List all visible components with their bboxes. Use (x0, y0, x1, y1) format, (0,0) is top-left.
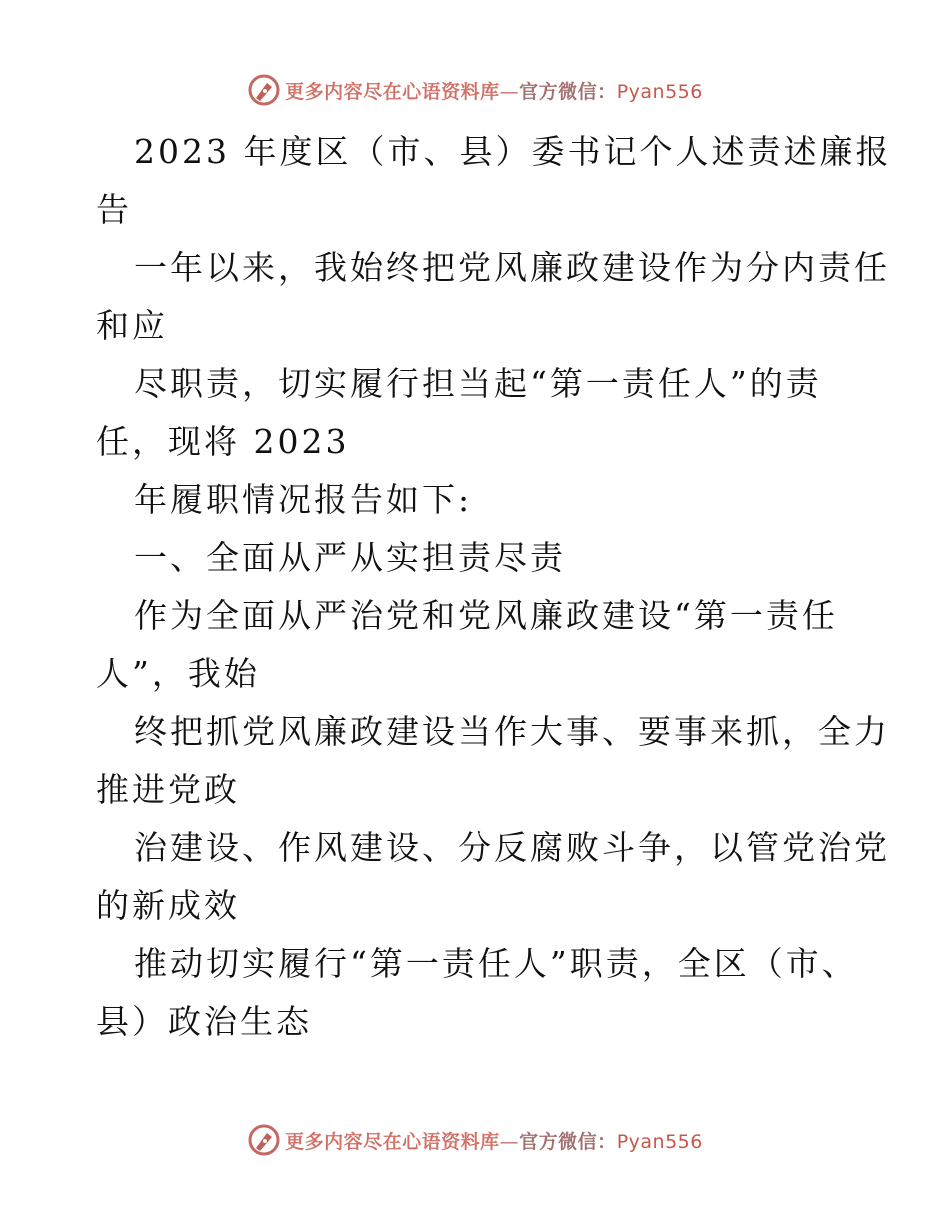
watermark-site-text: 更多内容尽在心语资料库 (285, 1130, 500, 1153)
pen-nib-circle-icon (247, 1123, 281, 1157)
header-watermark (0, 68, 950, 112)
paragraph-line: 的新成效 (96, 886, 240, 925)
document-body (96, 123, 892, 1051)
document-title-continued: 告 (96, 190, 132, 229)
paragraph-line: 尽职责，切实履行担当起“第一责任人”的责 (134, 364, 822, 403)
section-heading: 一、全面从严从实担责尽责 (134, 538, 566, 577)
watermark-wechat-id: Pyan556 (616, 1130, 703, 1153)
paragraph-line: 人”，我始 (96, 654, 260, 693)
paragraph-line: 推动切实履行“第一责任人”职责，全区（市、 (134, 944, 858, 983)
paragraph-line: 一年以来，我始终把党风廉政建设作为分内责任 (134, 248, 890, 287)
watermark-wechat-label: 官方微信： (519, 1130, 617, 1153)
paragraph-line: 终把抓党风廉政建设当作大事、要事来抓，全力 (134, 712, 890, 751)
watermark-wechat-label: 官方微信： (519, 80, 617, 103)
paragraph-line: 任，现将 2023 (96, 422, 350, 461)
pen-nib-circle-icon (247, 73, 281, 107)
watermark-text (285, 1127, 703, 1154)
watermark-site-text: 更多内容尽在心语资料库 (285, 80, 500, 103)
paragraph-line: 作为全面从严治党和党风廉政建设“第一责任 (134, 596, 838, 635)
paragraph-line: 和应 (96, 306, 168, 345)
paragraph-line: 治建设、作风建设、分反腐败斗争，以管党治党 (134, 828, 890, 867)
watermark-dash: — (499, 80, 520, 103)
paragraph-line: 推进党政 (96, 770, 240, 809)
watermark-dash: — (499, 1130, 520, 1153)
document-title: 2023 年度区（市、县）委书记个人述责述廉报 (134, 132, 892, 171)
footer-watermark (0, 1118, 950, 1162)
paragraph-line: 县）政治生态 (96, 1002, 312, 1041)
watermark-wechat-id: Pyan556 (616, 80, 703, 103)
watermark-text (285, 77, 703, 104)
paragraph-line: 年履职情况报告如下: (134, 480, 473, 519)
